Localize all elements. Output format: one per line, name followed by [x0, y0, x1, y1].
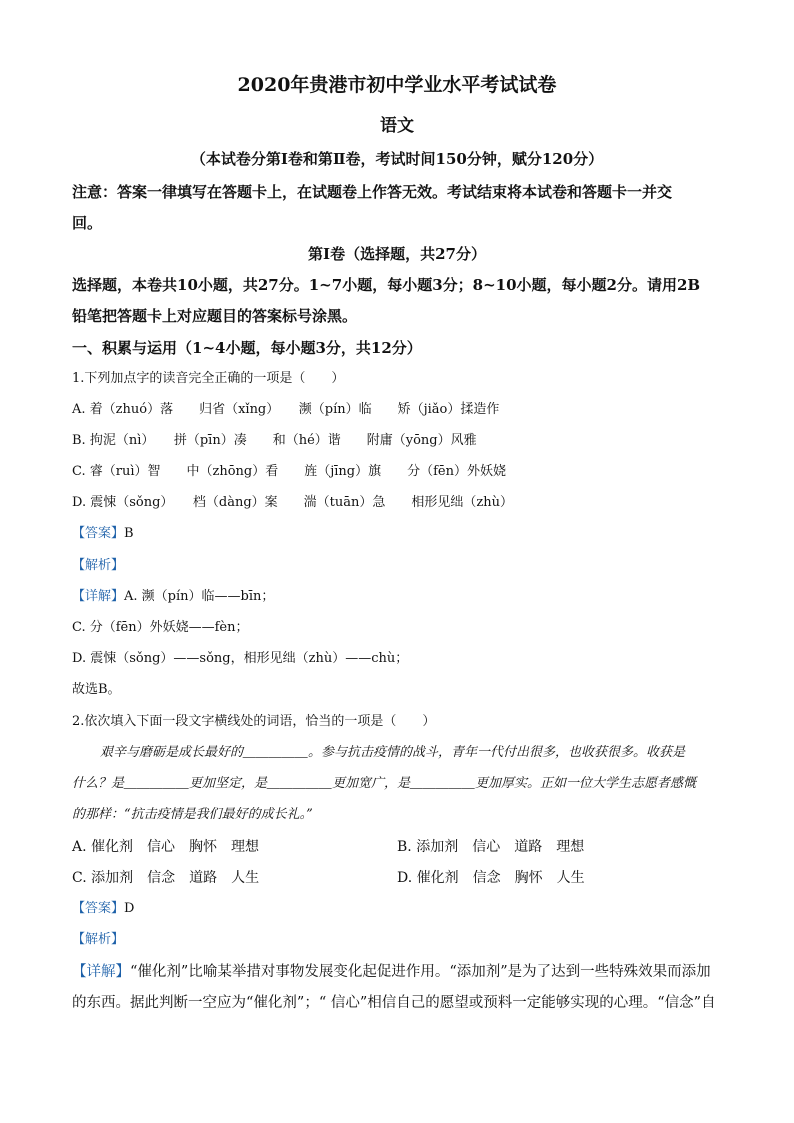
subject-title: 语文 [380, 116, 414, 136]
answer-value: B [124, 526, 134, 541]
answer-label: 【答案】 [72, 901, 125, 916]
exam-title: 2020年贵港市初中学业水平考试试卷 [237, 74, 557, 96]
q2-detail-line-2: 的东西。据此判断一空应为“催化剂”；“ 信心”相信自己的愿望或预料一定能够实现的心理。“信念”自 [72, 995, 716, 1011]
q1-option-b: B. 拘泥（nì） 拼（pīn）凑 和（hé）谐 附庸（yōng）风雅 [72, 433, 477, 448]
q1-option-a: A. 着（zhuó）落 归省（xǐng） 濒（pín）临 矫（jiǎo）揉造作 [72, 402, 500, 417]
detail-text: A. 濒（pín）临——bīn； [124, 589, 275, 604]
q2-passage-line-1: 艰辛与磨砺是成长最好的＿＿＿＿＿。参与抗击疫情的战斗，青年一代付出很多，也收获很多。收获是 [100, 745, 686, 760]
q1-detail-line-4: 故选B。 [72, 682, 121, 697]
q1-answer [72, 524, 134, 544]
q2-option-d: D. 催化剂 信念 胸怀 人生 [397, 870, 585, 886]
answer-label: 【答案】 [72, 526, 125, 541]
analysis-label: 【解析】 [72, 558, 125, 573]
q2-analysis-label [72, 930, 124, 950]
q1-option-c: C. 睿（ruì）智 中（zhōng）看 旌（jīng）旗 分（fēn）外妖娆 [72, 464, 506, 479]
q2-passage-line-2: 什么？是＿＿＿＿＿更加坚定，是＿＿＿＿＿更加宽广，是＿＿＿＿＿更加厚实。正如一位大学生志愿者感慨 [72, 776, 697, 791]
detail-text: “催化剂”比喻某举措对事物发展变化起促进作用。“添加剂”是为了达到一些特殊效果而添加 [130, 964, 711, 980]
detail-label: 【详解】 [72, 964, 130, 980]
q2-passage-line-3: 的那样：“抗击疫情是我们最好的成长礼。” [72, 807, 313, 822]
q1-option-d: D. 震悚（sǒng） 档（dàng）案 湍（tuān）急 相形见绌（zhù） [72, 495, 513, 510]
part1-heading: 第Ⅰ卷（选择题，共27分） [308, 245, 486, 263]
part1-instruction-line-2: 铅笔把答题卡上对应题目的答案标号涂黑。 [72, 307, 358, 325]
q2-option-c: C. 添加剂 信念 道路 人生 [72, 870, 260, 886]
q2-option-a: A. 催化剂 信心 胸怀 理想 [72, 839, 260, 855]
q2-option-b: B. 添加剂 信心 道路 理想 [397, 839, 585, 855]
q1-stem: 1.下列加点字的读音完全正确的一项是（ ） [72, 371, 345, 386]
notice-line-2: 回。 [72, 214, 103, 232]
notice-line-1: 注意：答案一律填写在答题卡上，在试题卷上作答无效。考试结束将本试卷和答题卡一并交 [72, 183, 673, 201]
analysis-label: 【解析】 [72, 932, 125, 947]
q2-stem: 2.依次填入下面一段文字横线处的词语，恰当的一项是（ ） [72, 714, 436, 729]
q1-detail-line-1 [72, 587, 274, 607]
detail-label: 【详解】 [72, 589, 125, 604]
exam-info: （本试卷分第Ⅰ卷和第Ⅱ卷，考试时间150分钟，赋分120分） [190, 150, 604, 168]
q2-answer [72, 899, 134, 919]
q1-analysis-label [72, 556, 124, 576]
q1-detail-line-2: C. 分（fēn）外妖娆——fèn； [72, 620, 249, 635]
q1-detail-line-3: D. 震悚（sǒng）——sǒng，相形见绌（zhù）——chù； [72, 651, 409, 666]
answer-value: D [124, 901, 135, 916]
section-heading: 一、积累与运用（1~4小题，每小题3分，共12分） [72, 339, 422, 357]
q2-detail-line-1 [72, 962, 711, 982]
part1-instruction-line-1: 选择题，本卷共10小题，共27分。1~7小题，每小题3分；8~10小题，每小题2分。请用2B [72, 276, 701, 294]
